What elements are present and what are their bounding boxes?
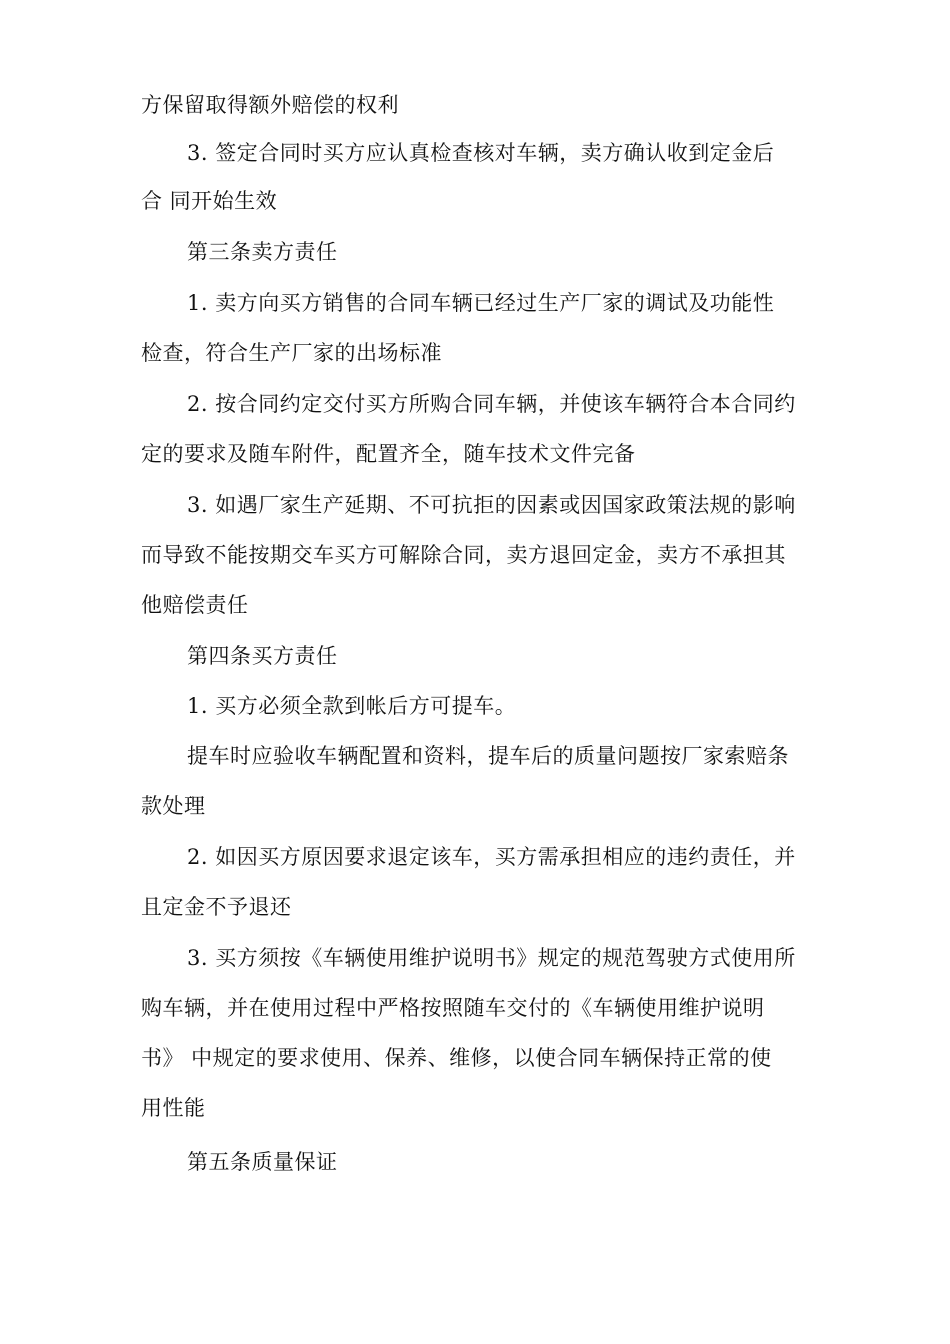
text-line: 款处理 <box>141 794 206 818</box>
text-line: 2. 如因买方原因要求退定该车，买方需承担相应的违约责任，并 <box>187 845 796 869</box>
text-line: 合 同开始生效 <box>141 189 278 213</box>
text-line: 1. 卖方向买方销售的合同车辆已经过生产厂家的调试及功能性 <box>187 291 775 315</box>
text-line: 3. 买方须按《车辆使用维护说明书》规定的规范驾驶方式使用所 <box>187 946 796 970</box>
text-line: 书》 中规定的要求使用、保养、维修，以使合同车辆保持正常的使 <box>141 1046 772 1070</box>
text-line: 3. 签定合同时买方应认真检查核对车辆，卖方确认收到定金后 <box>187 141 775 165</box>
text-line: 2. 按合同约定交付买方所购合同车辆，并使该车辆符合本合同约 <box>187 392 796 416</box>
section-heading: 第五条质量保证 <box>187 1150 338 1174</box>
text-line: 他赔偿责任 <box>141 593 249 617</box>
text-line: 1. 买方必须全款到帐后方可提车。 <box>187 694 517 718</box>
text-line: 检查，符合生产厂家的出场标准 <box>141 341 442 365</box>
section-heading: 第四条买方责任 <box>187 644 338 668</box>
text-line: 而导致不能按期交车买方可解除合同，卖方退回定金，卖方不承担其 <box>141 543 786 567</box>
text-line: 方保留取得额外赔偿的权利 <box>141 93 399 117</box>
text-line: 3. 如遇厂家生产延期、不可抗拒的因素或因国家政策法规的影响 <box>187 493 796 517</box>
text-line: 用性能 <box>141 1096 206 1120</box>
text-line: 提车时应验收车辆配置和资料，提车后的质量问题按厂家索赔条 <box>187 744 789 768</box>
text-line: 定的要求及随车附件，配置齐全，随车技术文件完备 <box>141 442 636 466</box>
section-heading: 第三条卖方责任 <box>187 240 338 264</box>
text-line: 购车辆，并在使用过程中严格按照随车交付的《车辆使用维护说明 <box>141 996 765 1020</box>
text-line: 且定金不予退还 <box>141 895 292 919</box>
